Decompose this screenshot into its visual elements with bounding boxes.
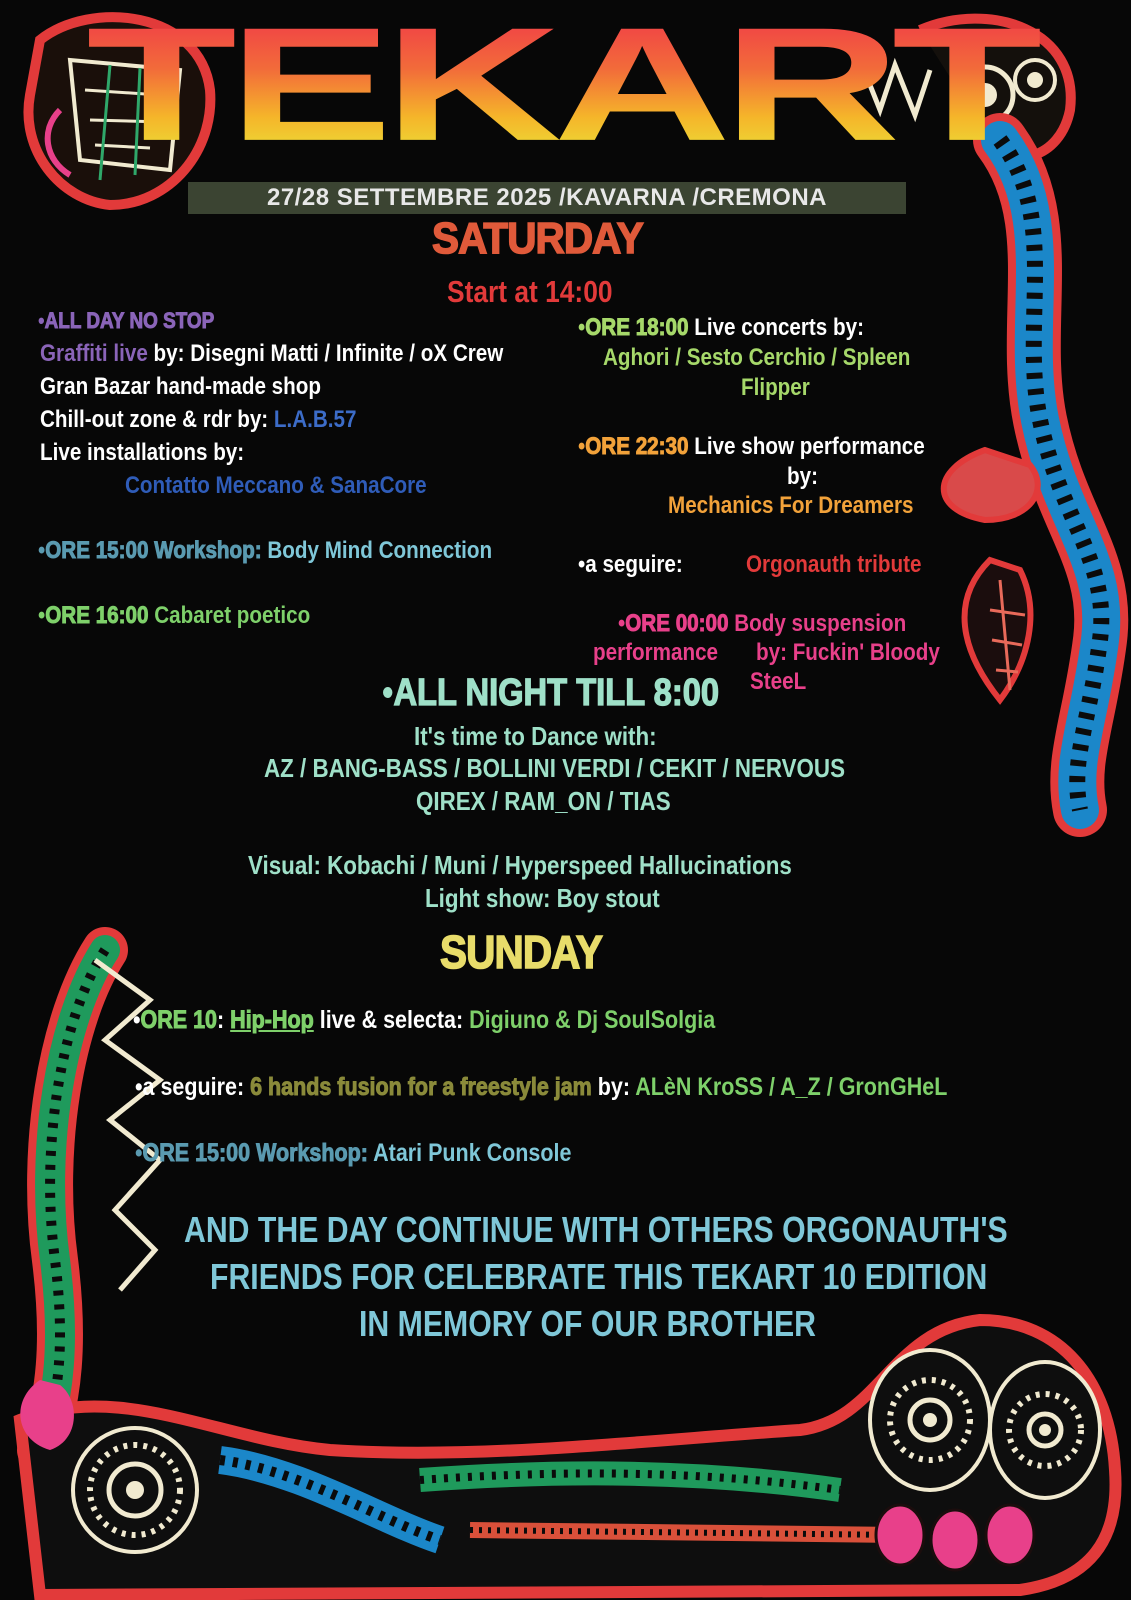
bazar-line: Gran Bazar hand-made shop bbox=[40, 373, 321, 400]
sunday-item-jam: •a seguire: 6 hands fusion for a freestyle jam by: ALèN KroSS / A_Z / GronGHeL bbox=[135, 1073, 948, 1101]
concerts-label: Live concerts by: bbox=[688, 314, 864, 341]
graffiti-line bbox=[40, 340, 503, 368]
graffiti-label: Graffiti live bbox=[40, 340, 148, 367]
chill-line bbox=[40, 406, 356, 434]
cabaret-line: •ORE 16:00 Cabaret poetico bbox=[38, 602, 311, 629]
suspension-line-3: SteeL bbox=[750, 668, 807, 695]
hiphop-colon: : bbox=[217, 1006, 231, 1034]
cabaret-name: Cabaret poetico bbox=[148, 602, 311, 629]
workshop-time: ORE 15:00 Workshop: bbox=[45, 537, 262, 564]
jam-artists: ALèN KroSS / A_Z / GronGHeL bbox=[635, 1073, 948, 1101]
show-line: •ORE 22:30 Live show performance bbox=[578, 433, 925, 460]
dj-lineup-1: AZ / BANG-BASS / BOLLINI VERDI / CEKIT / NERVOUS bbox=[264, 753, 845, 783]
hiphop-artists: Digiuno & Dj SoulSolgia bbox=[469, 1006, 716, 1034]
suspension-line: •ORE 00:00 Body suspension bbox=[618, 610, 907, 637]
seguire-name: Orgonauth tribute bbox=[746, 551, 922, 578]
closing-line-2: FRIENDS FOR CELEBRATE THIS TEKART 10 EDITION bbox=[210, 1256, 988, 1297]
saturday-heading: SATURDAY bbox=[432, 214, 643, 263]
dj-lineup-2: QIREX / RAM_ON / TIAS bbox=[416, 786, 671, 816]
show-label: Live show performance bbox=[688, 433, 925, 460]
workshop-line: •ORE 15:00 Workshop: Body Mind Connection bbox=[38, 537, 493, 564]
suspension-title: Body suspension bbox=[728, 610, 907, 637]
jam-by: by: bbox=[591, 1073, 636, 1101]
all-night-line: •ALL NIGHT TILL 8:00 bbox=[382, 672, 720, 714]
chill-label: Chill-out zone & rdr by: bbox=[40, 406, 274, 433]
concerts-line: •ORE 18:00 Live concerts by: bbox=[578, 314, 864, 341]
hiphop-time: ORE 10 bbox=[140, 1006, 218, 1034]
show-time: ORE 22:30 bbox=[585, 433, 689, 460]
show-by: by: bbox=[787, 463, 818, 490]
hiphop-description: live & selecta: bbox=[313, 1006, 470, 1034]
workshop-name: Body Mind Connection bbox=[261, 537, 493, 564]
installations-label: Live installations by: bbox=[40, 439, 245, 466]
sunday-workshop-name: Atari Punk Console bbox=[367, 1139, 572, 1167]
saturday-start-time: Start at 14:00 bbox=[447, 274, 613, 309]
concerts-bands-1: Aghori / Sesto Cerchio / Spleen bbox=[603, 344, 911, 371]
chill-name: L.A.B.57 bbox=[273, 406, 357, 433]
suspension-line-2b: by: Fuckin' Bloody bbox=[756, 639, 940, 666]
suspension-time: ORE 00:00 bbox=[625, 610, 729, 637]
spiral-icon bbox=[73, 1428, 197, 1552]
closing-line-1: AND THE DAY CONTINUE WITH OTHERS ORGONAUTH'S bbox=[184, 1209, 1008, 1250]
installations-names: Contatto Meccano & SanaCore bbox=[125, 472, 427, 499]
sunday-item-hiphop: •ORE 10: Hip-Hop live & selecta: Digiuno & Dj SoulSolgia bbox=[133, 1006, 716, 1034]
dance-label: It's time to Dance with: bbox=[414, 721, 657, 751]
suspension-line-2a: performance bbox=[593, 639, 719, 666]
closing-line-3: IN MEMORY OF OUR BROTHER bbox=[359, 1303, 816, 1344]
cabaret-time: ORE 16:00 bbox=[45, 602, 149, 629]
seguire-label: a seguire: bbox=[585, 551, 683, 578]
all-day-line: •ALL DAY NO STOP bbox=[38, 308, 215, 333]
date-location-bar: 27/28 SETTEMBRE 2025 /KAVARNA /CREMONA bbox=[188, 182, 906, 214]
visual-credits: Visual: Kobachi / Muni / Hyperspeed Hallucinations bbox=[248, 850, 792, 880]
jam-title: 6 hands fusion for a freestyle jam bbox=[250, 1073, 592, 1101]
sunday-heading: SUNDAY bbox=[440, 926, 602, 978]
concerts-bands-2: Flipper bbox=[741, 374, 810, 401]
jam-label: a seguire: bbox=[142, 1073, 251, 1101]
show-name: Mechanics For Dreamers bbox=[668, 492, 914, 519]
hiphop-label: Hip-Hop bbox=[230, 1006, 314, 1034]
seguire-line: •a seguire: bbox=[578, 551, 683, 578]
light-show-credits: Light show: Boy stout bbox=[425, 883, 660, 913]
graffiti-artists: by: Disegni Matti / Infinite / oX Crew bbox=[147, 340, 504, 367]
concerts-time: ORE 18:00 bbox=[585, 314, 689, 341]
logo-wordmark: TEKART bbox=[38, 4, 1082, 166]
sunday-workshop-time: ORE 15:00 Workshop: bbox=[142, 1139, 368, 1167]
sunday-item-workshop: •ORE 15:00 Workshop: Atari Punk Console bbox=[135, 1139, 572, 1167]
all-night-heading: ALL NIGHT TILL 8:00 bbox=[393, 672, 720, 714]
all-day-label: ALL DAY NO STOP bbox=[44, 308, 215, 333]
